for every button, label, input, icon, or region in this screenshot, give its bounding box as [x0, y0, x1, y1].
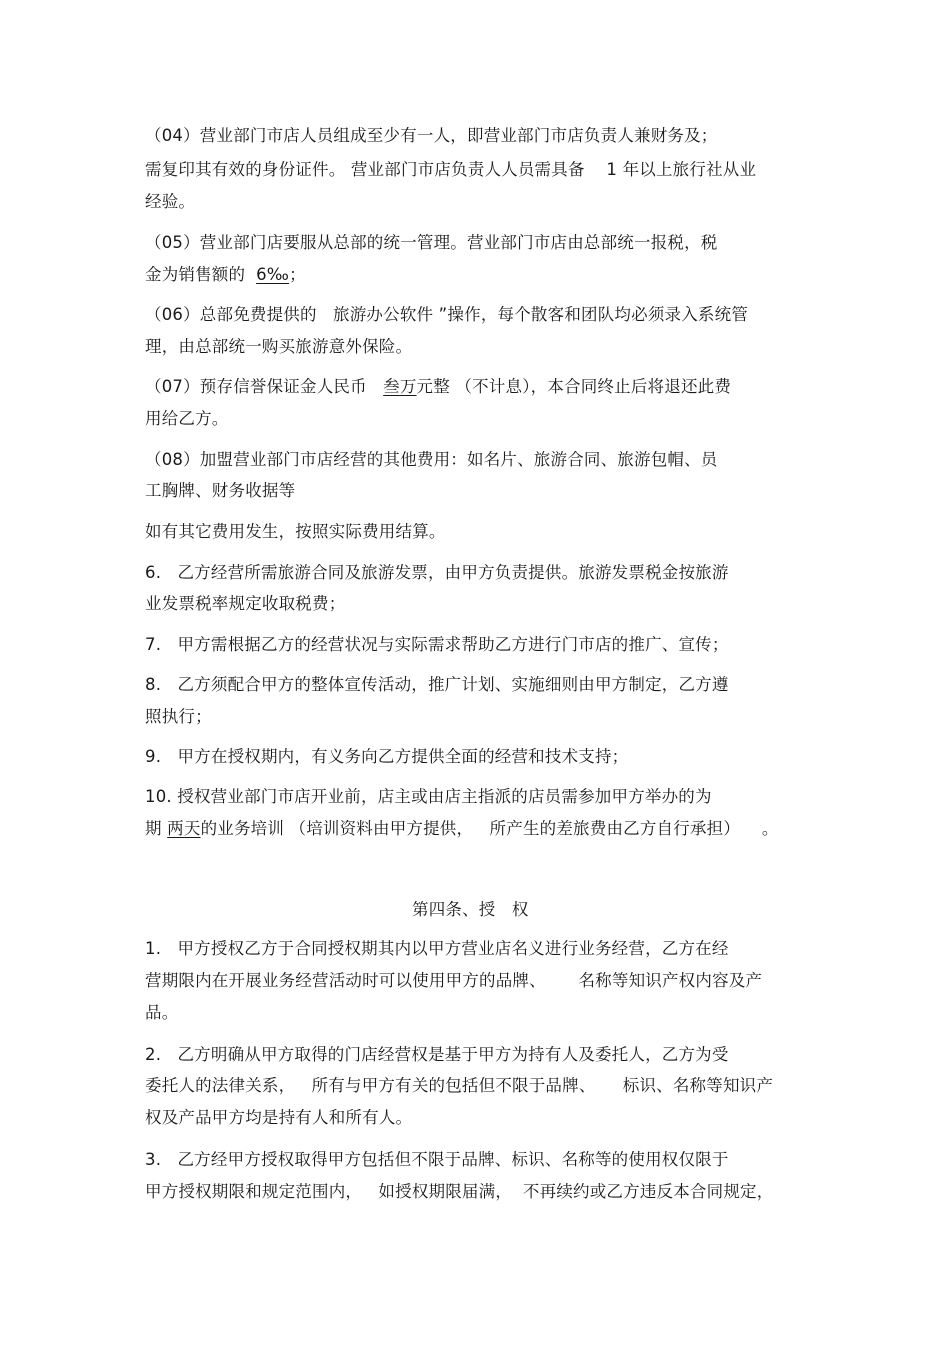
- text-segment: 的业务培训 （培训资料由甲方提供， 所产生的差旅费由乙方自行承担） 。: [200, 819, 779, 838]
- text-line: 2. 乙方明确从甲方取得的门店经营权是基于甲方为持有人及委托人，乙方为受: [145, 1045, 729, 1064]
- text-line: 照执行；: [145, 707, 212, 726]
- underlined-value: 6‰: [256, 265, 290, 284]
- text-line: 工胸牌、财务收据等: [145, 481, 296, 500]
- text-line: [145, 377, 731, 397]
- text-line: 需复印其有效的身份证件。 营业部门市店负责人人员需具备 1 年以上旅行社从业: [145, 160, 757, 179]
- text-line: [145, 265, 306, 285]
- text-line: 委托人的法律关系， 所有与甲方有关的包括但不限于品牌、 标识、名称等知识产: [145, 1076, 774, 1095]
- text-line: （04）营业部门市店人员组成至少有一人，即营业部门市店负责人兼财务及；: [145, 126, 718, 145]
- text-line: 营期限内在开展业务经营活动时可以使用甲方的品牌、 名称等知识产权内容及产: [145, 971, 763, 990]
- text-line: 权及产品甲方均是持有人和所有人。: [145, 1108, 413, 1127]
- text-segment: 期: [145, 819, 168, 838]
- text-line: 如有其它费用发生，按照实际费用结算。: [145, 522, 446, 541]
- text-segment: 金为销售额的: [145, 265, 257, 284]
- text-line: 10. 授权营业部门市店开业前，店主或由店主指派的店员需参加甲方举办的为: [145, 787, 712, 806]
- text-line: 业发票税率规定收取税费；: [145, 594, 346, 613]
- text-line: （05）营业部门店要服从总部的统一管理。营业部门市店由总部统一报税，税: [145, 233, 718, 252]
- text-segment: ；: [289, 265, 306, 284]
- text-line: 用给乙方。: [145, 409, 229, 428]
- underlined-value: 叁万: [383, 377, 417, 396]
- section-heading: 第四条、授 权: [412, 900, 529, 919]
- text-line: 3. 乙方经甲方授权取得甲方包括但不限于品牌、标识、名称等的使用权仅限于: [145, 1150, 729, 1169]
- text-line: （06）总部免费提供的 旅游办公软件 ”操作，每个散客和团队均必须录入系统管: [145, 305, 749, 324]
- text-line: 理，由总部统一购买旅游意外保险。: [145, 337, 413, 356]
- text-line: 品。: [145, 1003, 179, 1022]
- text-line: 7. 甲方需根据乙方的经营状况与实际需求帮助乙方进行门市店的推广、宣传；: [145, 635, 729, 654]
- text-line: 9. 甲方在授权期内，有义务向乙方提供全面的经营和技术支持；: [145, 747, 629, 766]
- text-segment: 元整 （不计息），本合同终止后将退还此费: [416, 377, 732, 396]
- text-line: 6. 乙方经营所需旅游合同及旅游发票，由甲方负责提供。旅游发票税金按旅游: [145, 563, 729, 582]
- text-line: 8. 乙方须配合甲方的整体宣传活动，推广计划、实施细则由甲方制定，乙方遵: [145, 675, 729, 694]
- text-line: 甲方授权期限和规定范围内， 如授权期限届满， 不再续约或乙方违反本合同规定，: [145, 1182, 774, 1201]
- underlined-value: 两天: [167, 819, 201, 838]
- text-line: 经验。: [145, 192, 196, 211]
- text-segment: （07）预存信誉保证金人民币: [145, 377, 384, 396]
- text-line: 1. 甲方授权乙方于合同授权期其内以甲方营业店名义进行业务经营，乙方在经: [145, 939, 729, 958]
- text-line: （08）加盟营业部门市店经营的其他费用：如名片、旅游合同、旅游包帽、员: [145, 450, 718, 469]
- text-line: [145, 819, 779, 839]
